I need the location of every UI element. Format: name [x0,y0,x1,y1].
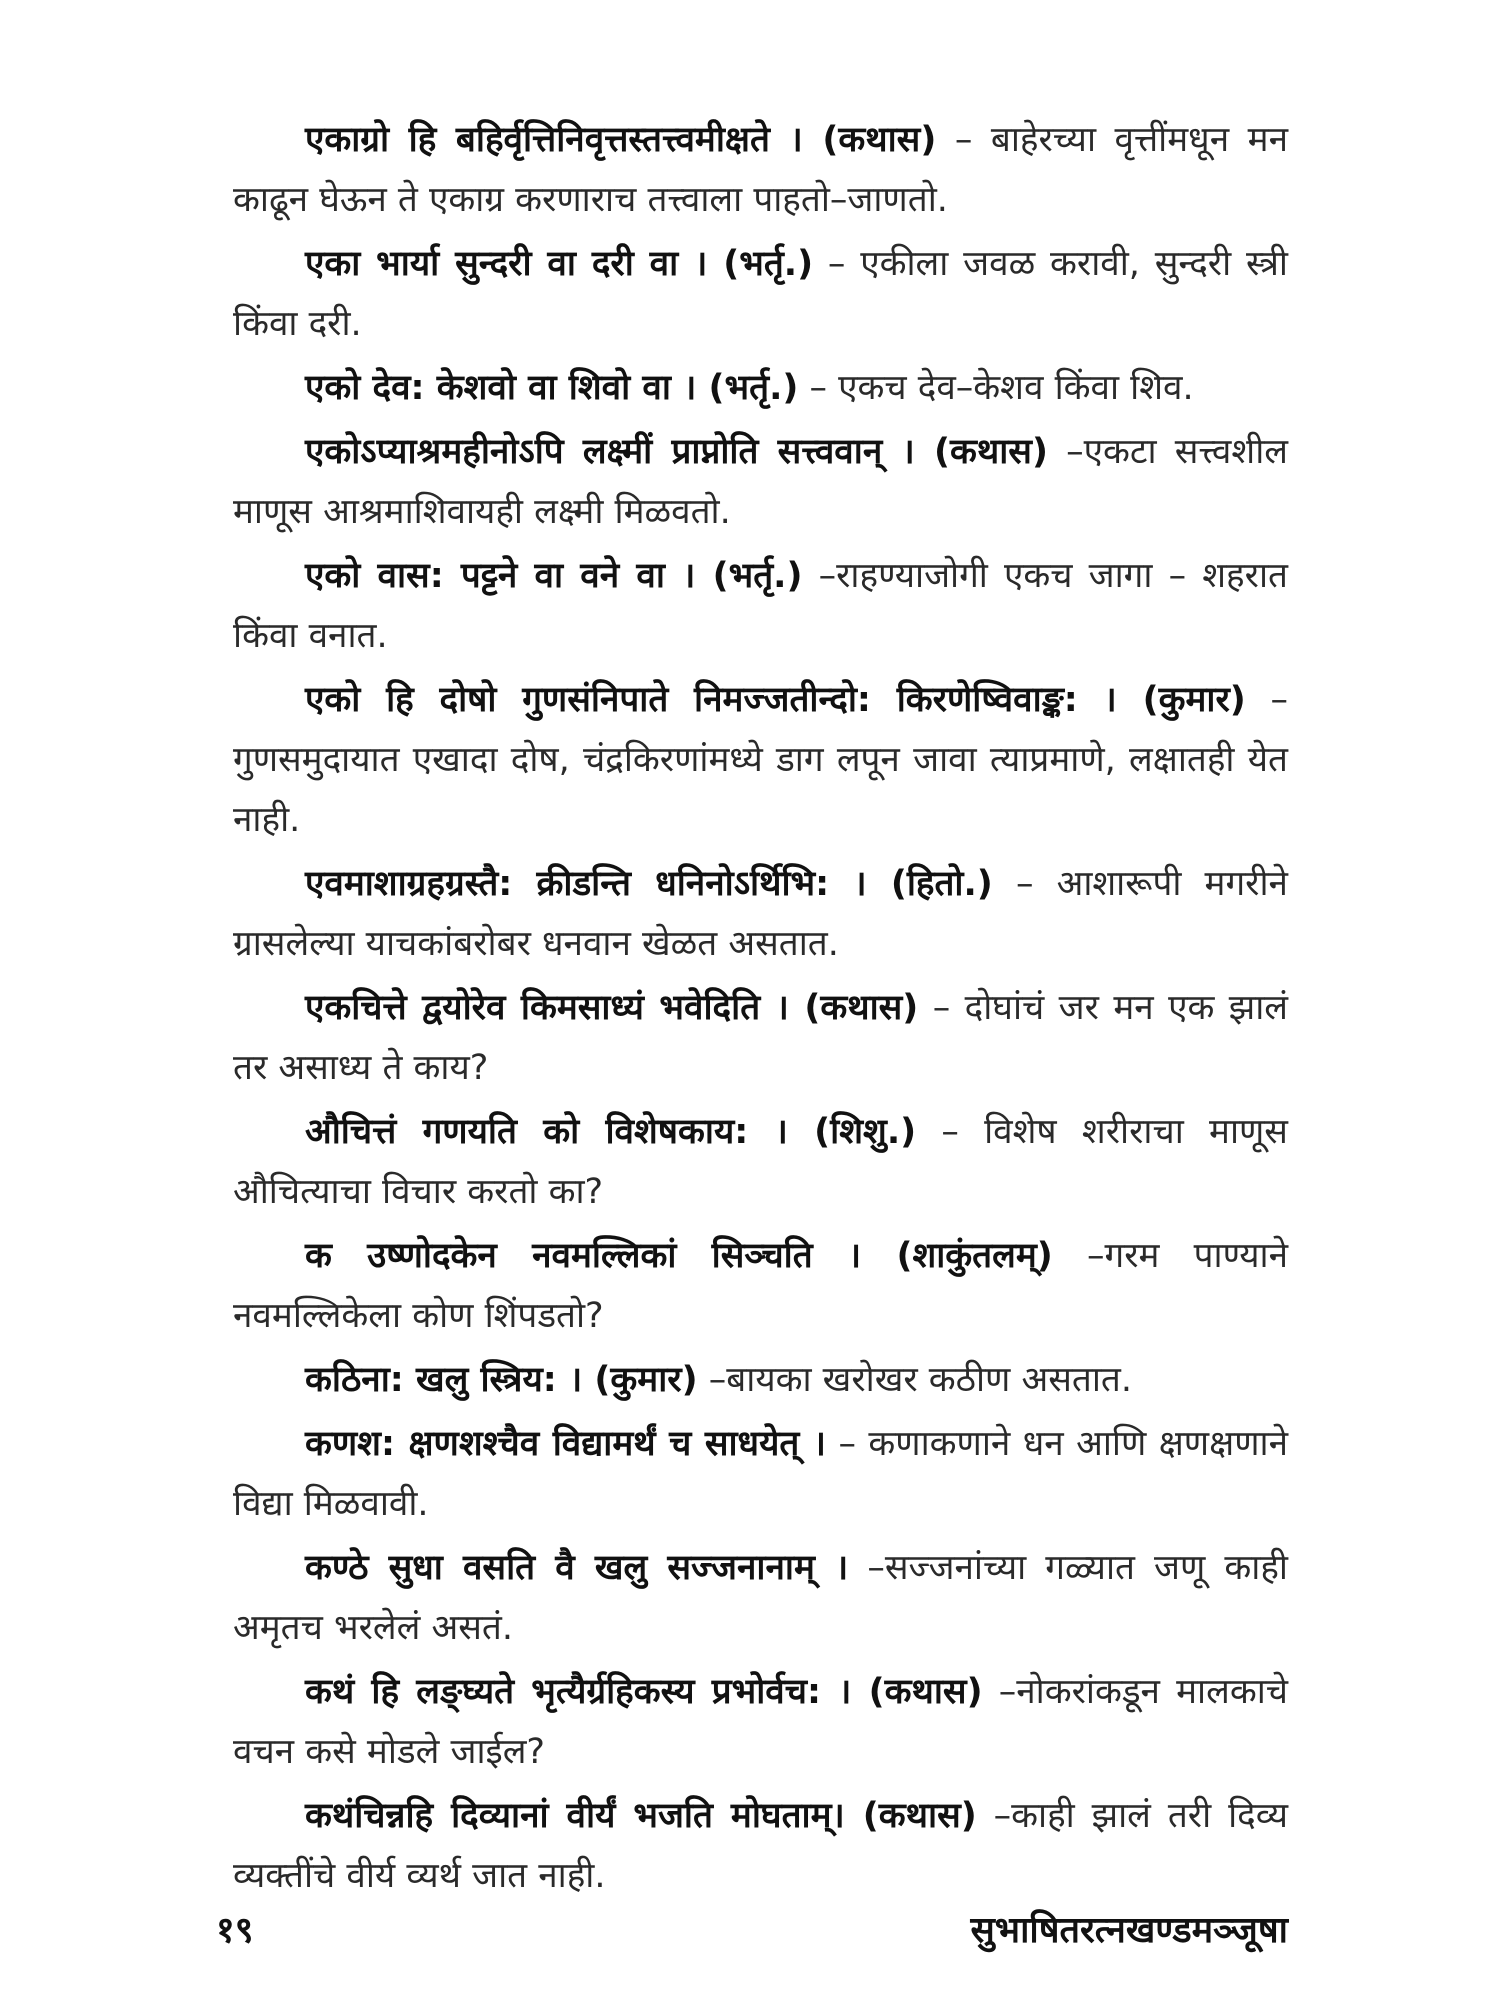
entry-1 [233,110,1288,230]
meaning: – गुणसमुदायात एखादा दोष, चंद्रकिरणांमध्ये डाग लपून जावा त्याप्रमाणे, लक्षातही येत नाही. [233,680,1288,840]
verse: कणश: क्षणशश्चैव विद्यामर्थं च साधयेत् । [305,1424,827,1464]
verse: कठिना: खलु स्त्रिय: । (कुमार) [305,1360,698,1400]
verse: एको देव: केशवो वा शिवो वा । (भर्तृ.) [305,368,799,408]
entry-11 [233,1350,1288,1410]
entry-15 [233,1786,1288,1906]
entry-8 [233,978,1288,1098]
verse: एकाग्रो हि बहिर्वृत्तिनिवृत्तस्तत्त्वमीक्षते । (कथास) [305,120,937,160]
verse: एवमाशाग्रहग्रस्तै: क्रीडन्ति धनिनोऽर्थिभि: । (हितो.) [305,864,993,904]
meaning: –काही झालं तरी दिव्य व्यक्तींचे वीर्य व्यर्थ जात नाही. [233,1796,1288,1896]
meaning: – एकच देव–केशव किंवा शिव. [809,368,1194,408]
book-title: सुभाषितरत्नखण्डमञ्जूषा [970,1910,1288,1951]
meaning: – बाहेरच्या वृत्तींमधून मन काढून घेऊन ते एकाग्र करणाराच तत्त्वाला पाहतो–जाणतो. [233,120,1288,220]
entry-9 [233,1102,1288,1222]
meaning: –गरम पाण्याने नवमल्लिकेला कोण शिंपडतो? [233,1236,1288,1336]
verse: कथंचिन्नहि दिव्यानां वीर्यं भजति मोघताम्। (कथास) [305,1796,977,1836]
meaning: –नोकरांकडून मालकाचे वचन कसे मोडले जाईल? [233,1672,1288,1772]
entry-6 [233,670,1288,850]
entry-3 [233,358,1288,418]
entry-7 [233,854,1288,974]
verse: कथं हि लङ्घ्यते भृत्यैर्ग्रहिकस्य प्रभोर्वच: । (कथास) [305,1672,983,1712]
entry-2 [233,234,1288,354]
meaning: –सज्जनांच्या गळ्यात जणू काही अमृतच भरलेलं असतं. [233,1548,1288,1648]
page-footer [216,1904,1288,1953]
verse: एको वास: पट्टने वा वने वा । (भर्तृ.) [305,556,803,596]
entry-13 [233,1538,1288,1658]
page-number: १९ [216,1910,254,1951]
meaning: – आशारूपी मगरीने ग्रासलेल्या याचकांबरोबर धनवान खेळत असतात. [233,864,1288,964]
meaning: – एकीला जवळ करावी, सुन्दरी स्त्री किंवा दरी. [233,244,1288,344]
meaning: –बायका खरोखर कठीण असतात. [708,1360,1132,1400]
verse: क उष्णोदकेन नवमल्लिकां सिञ्चति । (शाकुंतलम्) [305,1236,1053,1276]
entry-5 [233,546,1288,666]
entry-10 [233,1226,1288,1346]
meaning: – विशेष शरीराचा माणूस औचित्याचा विचार करतो का? [233,1112,1288,1212]
entry-12 [233,1414,1288,1534]
verse: एका भार्या सुन्दरी वा दरी वा । (भर्तृ.) [305,244,814,284]
entry-4 [233,422,1288,542]
page-body [233,110,1288,1910]
verse: औचित्तं गणयति को विशेषकाय: । (शिशु.) [305,1112,917,1152]
meaning: – दोघांचं जर मन एक झालं तर असाध्य ते काय? [233,988,1288,1088]
verse: एकचित्ते द्वयोरेव किमसाध्यं भवेदिति । (कथास) [305,988,919,1028]
entry-14 [233,1662,1288,1782]
meaning: – कणाकणाने धन आणि क्षणक्षणाने विद्या मिळवावी. [233,1424,1288,1524]
meaning: –एकटा सत्त्वशील माणूस आश्रमाशिवायही लक्ष्मी मिळवतो. [233,432,1288,532]
verse: एको हि दोषो गुणसंनिपाते निमज्जतीन्दो: किरणेष्विवाङ्क: । (कुमार) [305,680,1246,720]
meaning: –राहण्याजोगी एकच जागा – शहरात किंवा वनात. [233,556,1288,656]
verse: कण्ठे सुधा वसति वै खलु सज्जनानाम् । [305,1548,849,1588]
verse: एकोऽप्याश्रमहीनोऽपि लक्ष्मीं प्राप्नोति सत्त्ववान् । (कथास) [305,432,1048,472]
